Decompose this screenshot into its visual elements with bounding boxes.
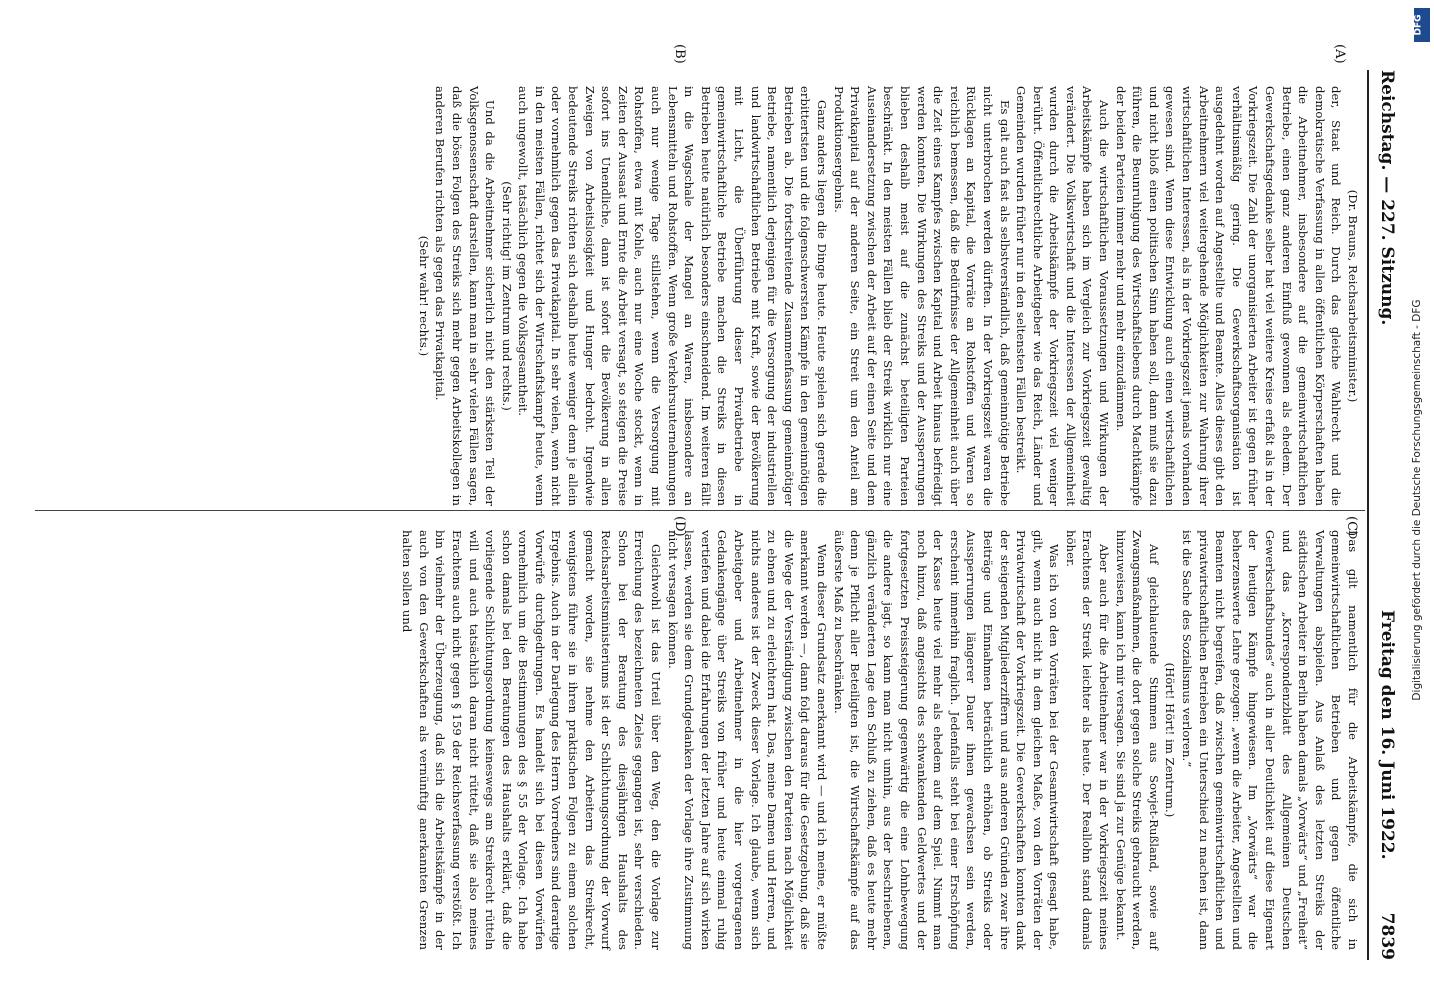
column-divider bbox=[35, 510, 1365, 511]
speaker-line: (Dr. Brauns, Reichsarbeitsminister.) bbox=[1346, 189, 1360, 403]
rotated-page-content bbox=[2, 30, 1407, 970]
right-column bbox=[399, 530, 1361, 950]
interjection: (Hört! Hört! im Zentrum.) bbox=[1163, 662, 1178, 818]
header-date: Freitag den 16. Juni 1922. bbox=[1377, 610, 1397, 860]
header-rule bbox=[1367, 70, 1369, 960]
dfg-logo: DFG bbox=[1414, 8, 1430, 42]
sidebar-credit-text: Digitalisierung gefördert durch die Deutsche Forschungsgemeinschaft - DFG bbox=[1411, 299, 1423, 701]
running-header bbox=[1371, 70, 1397, 960]
page-number: 7839 bbox=[1377, 912, 1397, 960]
digitization-sidebar bbox=[1411, 10, 1431, 990]
paragraph: Und da die Arbeitnehmer sicherlich nicht den stärksten Teil der Volksgenossenschaft darstellen, kann man in sehr vielen Fällen sagen, daß die bösen Folgen des Streiks sich mehr gegen Arbeitskollegen in anderen Berufen richten als gegen das Privatkapital. bbox=[433, 86, 498, 506]
paragraph: Ganz anders liegen die Dinge heute. Heute spielen sich gerade die erbittertsten und die folgenschwersten Kämpfe in den gemeinnötigen Betrieben ab. Die fortschreitende Zusammenfassung gemeinnötiger Betriebe, namentlich derjenigen für die Versorgung der industriellen und landwirtschaftlichen Betriebe mit Kraft, sowie der Bevölkerung mit Licht, die Überführung dieser Privatbetriebe in gemeinwirtschaftliche Betriebe machen die Streiks in diesen Betrieben heute natürlich besonders einschneidend. Im weiteren fällt in die Wagschale der Mangel an Waren, insbesondere an Lebensmitteln und Rohstoffen. Wenn große Verkehrsunternehmungen auch nur wenige Tage stillstehen, wenn die Versorgung mit Rohstoffen, etwa mit Kohle, auch nur eine Woche stockt, wenn in Zeiten der Aussaat und Ernte die Arbeit versagt, so steigen die Preise sofort ins Unendliche, dann ist sofort die Bevölkerung in allen Zweigen von Arbeitslosigkeit und Hunger bedroht. Irgendwie bedeutende Streiks richten sich deshalb heute weniger denn je allein oder vornehmlich gegen das Privatkapital. In sehr vielen, wenn nicht in den meisten Fällen, richtet sich der Wirtschaftskampf heute, wenn auch ungewollt, tatsächlich gegen die Volksgesamtheit. bbox=[516, 86, 829, 506]
paragraph: Das gilt namentlich für die Arbeitskämpfe, die sich in gemeinwirtschaftlichen Betrieben und gegen öffentliche Verwaltungen abspielen. Aus Anlaß des letzten Streiks der städtischen Arbeiter in Berlin haben damals „Vorwärts“ und „Freiheit“ und das „Korrespondenzblatt des Allgemeinen Deutschen Gewerkschaftsbundes“ auch in aller Deutlichkeit auf diese Eigenart der heutigen Kämpfe hingewiesen. Im „Vorwärts“ war die beherzenswerte Lehre gezogen: „wenn die Arbeiter, Angestellten und Beamten nicht begreifen, daß zwischen gemeinwirtschaftlichen und privatwirtschaftlichen Betrieben ein Unterschied zu machen ist, dann ist die Sache des Sozialismus verloren.“ bbox=[1180, 530, 1360, 950]
paragraph: Es galt auch fast als selbstverständlich, daß gemeinnötige Betriebe nicht unterbrochen werden dürften. In der Vorkriegszeit waren die Rücklagen an Kapital, die Vorräte an Rohstoffen und Waren so reichlich bemessen, daß die Bedürfnisse der Allgemeinheit auch über die Zeit eines Kampfes zwischen Kapital und Arbeit hinaus befriedigt werden konnten. Die Wirkungen des Streiks und der Aussperrungen blieben deshalb meist auf die zunächst beteiligten Parteien beschränkt. In den meisten Fällen blieb der Streik wirklich nur eine Auseinandersetzung zwischen der Arbeit auf der einen Seite und dem Privatkapital auf der anderen Seite, ein Streit um den Anteil am Produktionsergebnis. bbox=[831, 86, 1012, 506]
margin-letter-d: (D) bbox=[672, 516, 687, 537]
paragraph: Auch die wirtschaftlichen Voraussetzungen und Wirkungen der Arbeitskämpfe haben sich im Vergleich zur Vorkriegszeit gewaltig verändert. Die Volkswirtschaft und die Interessen der Allgemeinheit wurden durch die Arbeitskämpfe der Vorkriegszeit viel weniger berührt. Öffentlichrechtliche Arbeitgeber wie das Reich, Länder und Gemeinden wurden früher nur in den seltensten Fällen bestreikt. bbox=[1014, 86, 1112, 506]
margin-letter-a: (A) bbox=[1332, 44, 1347, 64]
interjection: (Sehr richtig! im Zentrum und rechts.) bbox=[499, 181, 514, 411]
interjection: (Sehr wahr! rechts.) bbox=[416, 235, 431, 357]
margin-letter-c: (C) bbox=[1344, 516, 1359, 537]
paragraph: Gleichwohl ist das Urteil über den Weg, den die Vorlage zur Erreichung des bezeichneten Zieles gegangen ist, sehr verschieden. Schon bei der Beratung des diesjährigen Haushalts des Reichsarbeitsministeriums ist der Schlichtungsordnung der Vorwurf gemacht worden, sie nehme den Arbeitern das Streikrecht, wenigstens führe sie in ihren praktischen Folgen zu einem solchen Ergebnis. Auch in der Darlegung des Herrn Vorredners sind derartige Vorwürfe durchgedrungen. Es handelt sich bei diesen Vorwürfen vornehmlich um die Bestimmungen des § 55 der Vorlage. Ich habe schon damals bei den Beratungen des Haushalts erklärt, daß die vorliegende Schlichtungsordnung keineswegs am Streikrecht rütteln will und auch tatsächlich daran nicht rüttelt, daß sie also meines Erachtens auch nicht gegen § 159 der Reichsverfassung verstößt. Ich bin vielmehr der Überzeugung, daß sich die Arbeitskämpfe in der auch von den Gewerkschaften als vernünftig anerkannten Grenzen halten sollen und bbox=[400, 530, 664, 950]
paragraph: der, Staat und Reich. Durch das gleiche Wahlrecht und die demokratische Verfassung in allen öffentlichen Körperschaften haben die Arbeitnehmer, insbesondere auf die gemeinwirtschaftlichen Betriebe, einen ganz anderen Einfluß gewonnen als ehedem. Der Gewerkschaftsgedanke selber hat viel weitere Kreise erfaßt als in der Vorkriegszeit. Die Zahl der unorganisierten Arbeiter ist gegen früher verhältnismäßig gering. Die Gewerkschaftsorganisation ist ausgedehnt worden auf Angestellte und Beamte. Alles dieses gibt den Arbeitnehmern viel weitergehende Möglichkeiten zur Wahrung ihrer wirtschaftlichen Interessen, als in der Vorkriegszeit jemals vorhanden gewesen sind. Wenn diese Entwicklung auch einen wirtschaftlichen und nicht bloß einen politischen Sinn haben soll, dann muß sie dazu führen, die Beunruhigung des Wirtschaftslebens durch Machtkämpfe der beiden Parteien immer mehr und mehr einzudämmen. bbox=[1113, 86, 1344, 506]
paragraph: Aber auch für die Arbeitnehmer war in der Vorkriegszeit meines Erachtens der Streik leichter als heute. Der Reallohn stand damals höher. bbox=[1063, 530, 1112, 950]
margin-letter-b: (B) bbox=[672, 44, 687, 64]
paragraph: Wenn dieser Grundsatz anerkannt wird — und ich meine, er müßte anerkannt werden —, dann folgt daraus für die Gesetzgebung, daß sie die Wege der Verständigung zwischen den Parteien nach Möglichkeit zu ebnen und zu erleichtern hat. Das, meine Damen und Herren, und nichts anderes ist der Zweck dieser Vorlage. Ich glaube, wenn sich Arbeitgeber und Arbeitnehmer in die hier vorgetragenen Gedankengänge über Streiks von früher und heute einmal ruhig vertiefen und dabei die Erfahrungen der letzten Jahre auf sich wirken lassen, werden sie dem Grundgedanken der Vorlage ihre Zustimmung nicht versagen können. bbox=[665, 530, 829, 950]
left-column bbox=[415, 86, 1361, 506]
paragraph: Auf gleichlautende Stimmen aus Sowjet-Rußland, sowie auf Zwangsmaßnahmen, die dort gegen solche Streiks gebraucht werden, hinzuweisen, kann ich mir versagen. Sie sind ja zur Genüge bekannt. bbox=[1113, 530, 1161, 950]
header-left: Reichstag. — 227. Sitzung. bbox=[1377, 70, 1397, 326]
paragraph: Was ich von den Vorräten bei der Gesamtwirtschaft gesagt habe, gilt, wenn auch nicht in dem gleichen Maße, von den Vorräten der Privatwirtschaft der Vorkriegszeit. Die Gewerkschaften konnten dank der steigenden Mitgliederziffern und aus anderen Gründen zwar ihre Beiträge und Einnahmen beträchtlich erhöhen, ob Streiks oder Aussperrungen längerer Dauer ihnen gewachsen sein werden, erscheint immerhin fraglich. Jedenfalls steht bei einer Erschöpfung der Kasse heute viel mehr als ehedem auf dem Spiel. Nimmt man noch hinzu, daß angesichts des schwankenden Geldwertes und der fortgesetzten Preissteigerung gegenwärtig die eine Lohnbewegung die andere jagt, so kann man nicht umhin, aus der beschriebenen, gänzlich veränderten Lage den Schluß zu ziehen, daß es heute mehr denn je Pflicht aller Beteiligten ist, die Wirtschaftskämpfe auf das äußerste Maß zu beschränken. bbox=[831, 530, 1062, 950]
